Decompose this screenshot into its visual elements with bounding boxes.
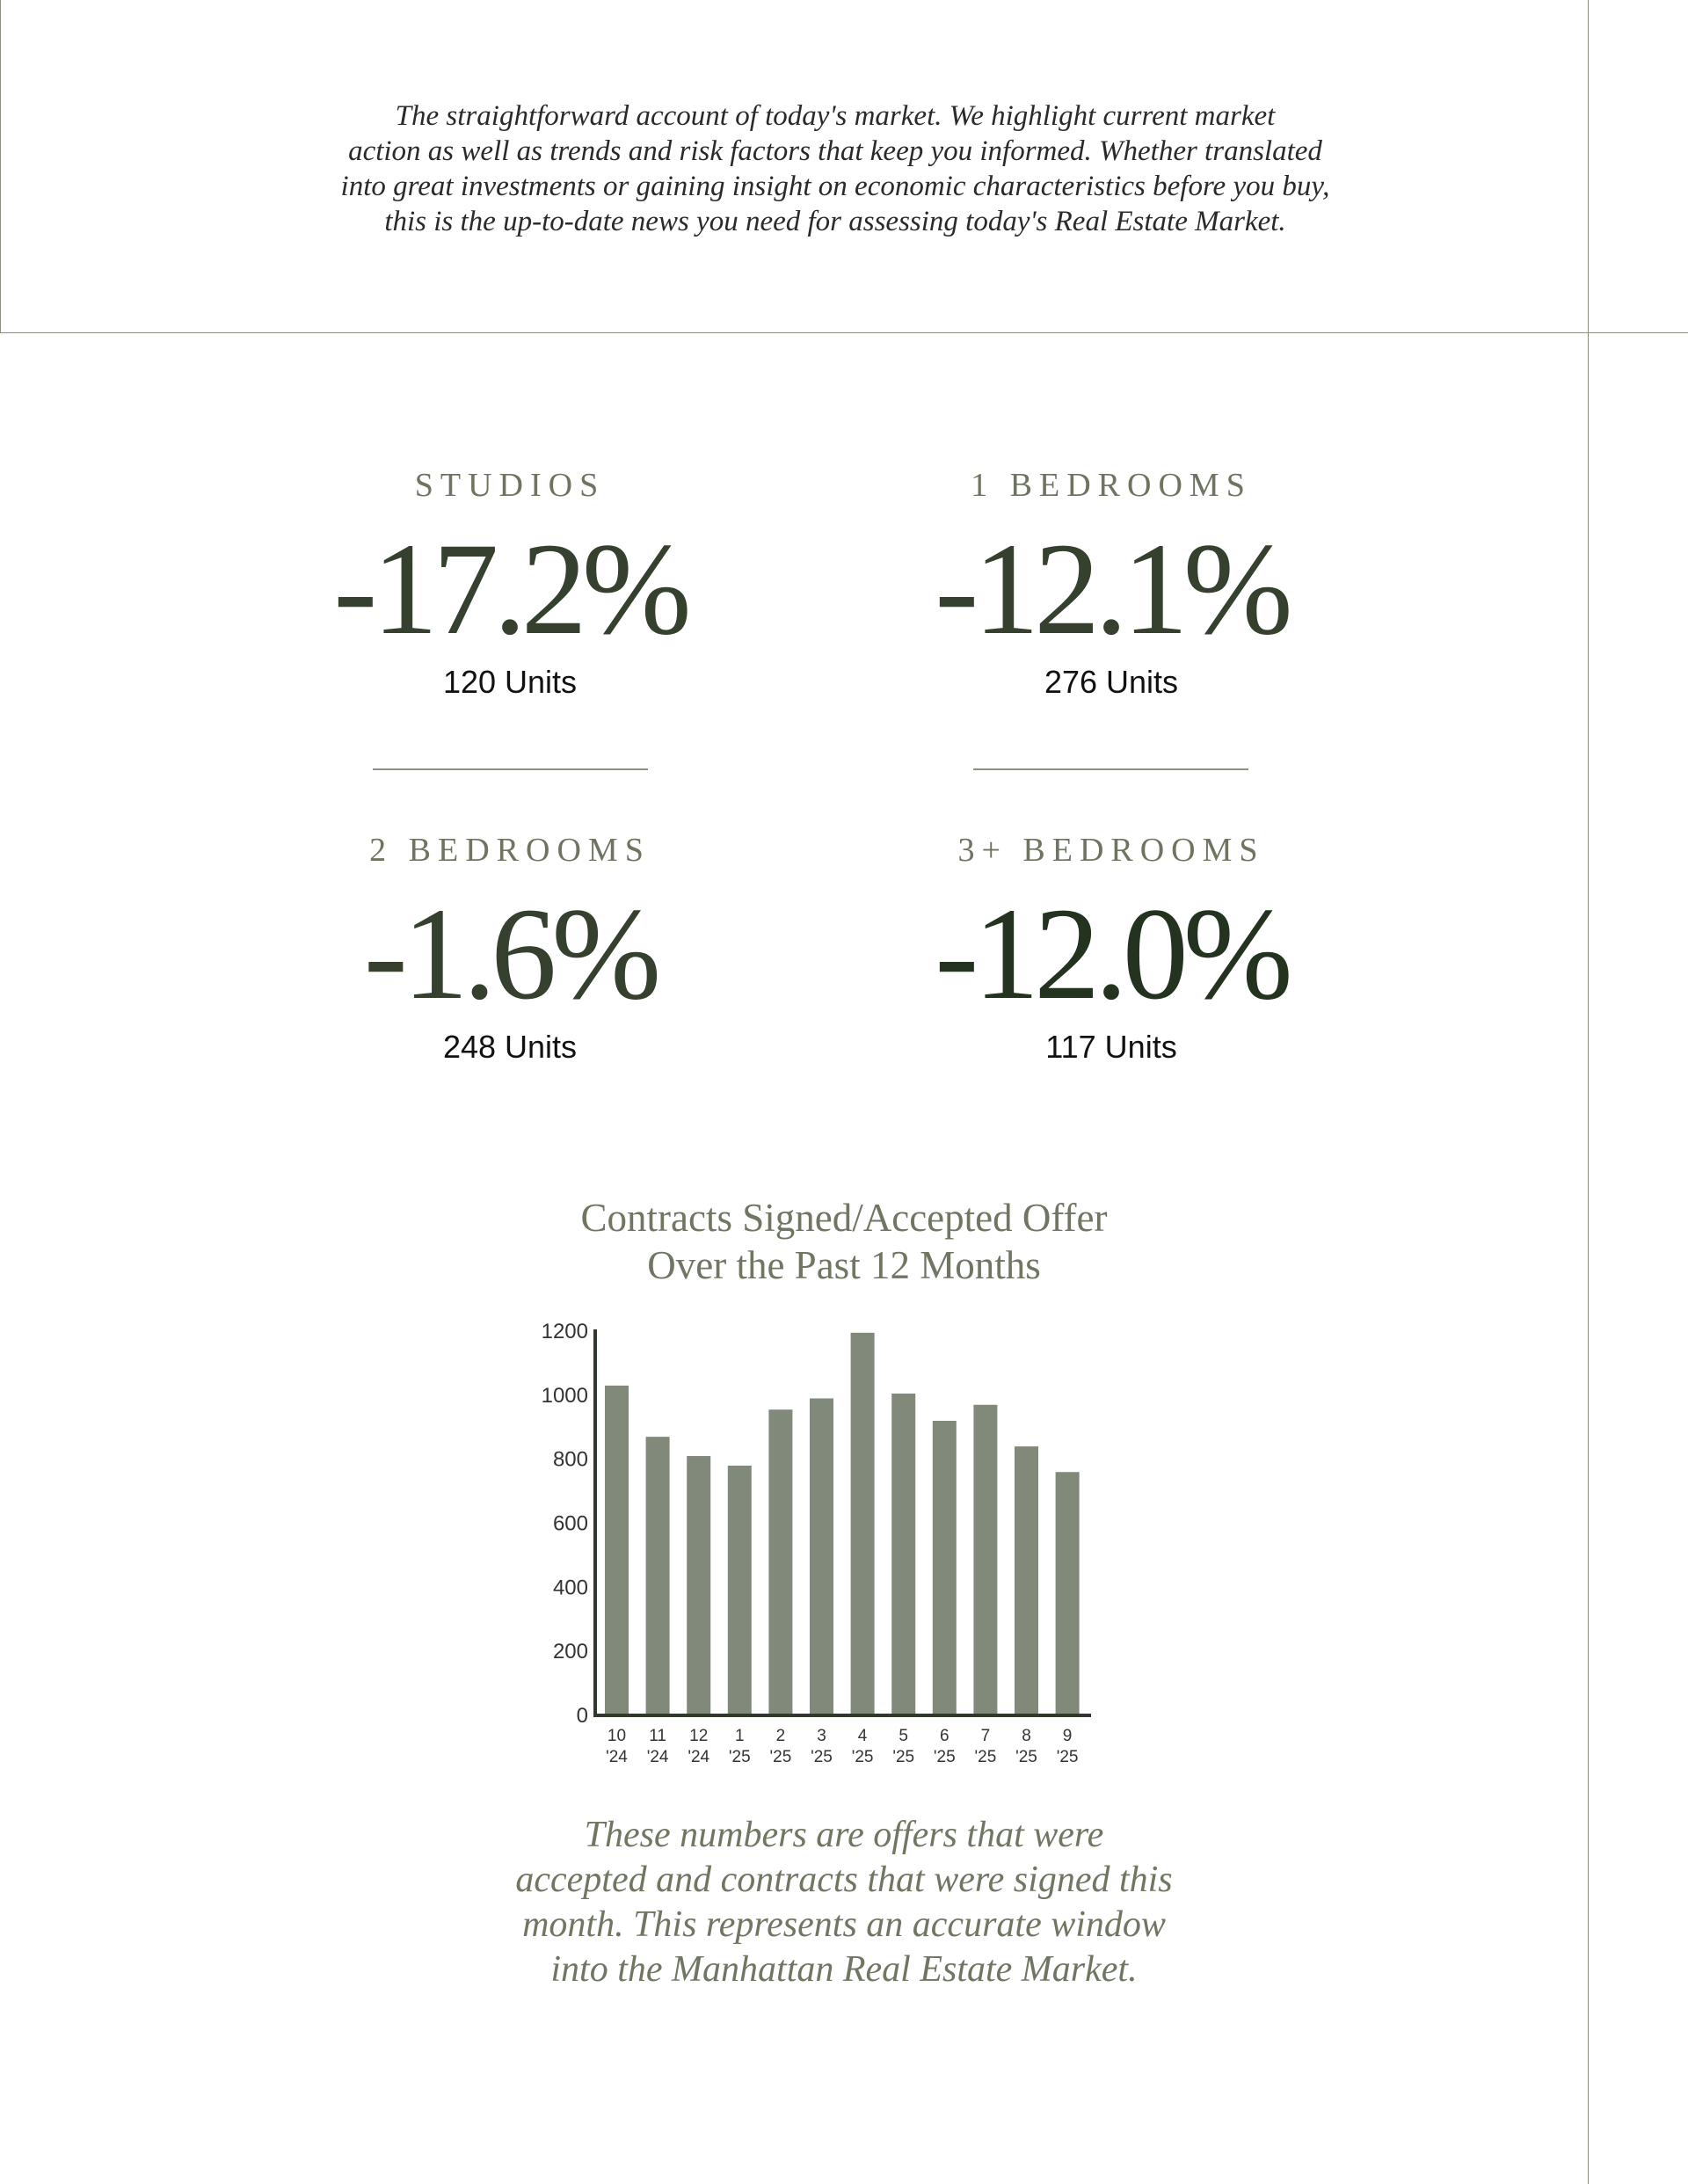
chart-note (404, 1813, 1284, 1992)
intro-paragraph (264, 98, 1407, 239)
note-line: accepted and contracts that were signed this (515, 1860, 1173, 1900)
x-tick-label: '25 (933, 1748, 956, 1766)
note-line: These numbers are offers that were (584, 1815, 1104, 1855)
bar (605, 1386, 629, 1715)
note-line: month. This represents an accurate window (522, 1904, 1166, 1945)
x-tick-label: '25 (1056, 1748, 1079, 1766)
x-tick-label: '25 (851, 1748, 874, 1766)
x-tick-label: '25 (728, 1748, 751, 1766)
x-tick-label: '24 (646, 1748, 669, 1766)
bar (728, 1466, 752, 1715)
bar (851, 1333, 875, 1715)
left-border-line (0, 0, 1, 332)
x-tick-label: 12 (689, 1727, 709, 1745)
bar (687, 1456, 710, 1715)
bar (1056, 1472, 1080, 1715)
y-tick-label: 1200 (541, 1320, 588, 1343)
x-tick-label: 4 (857, 1727, 868, 1745)
y-tick-label: 200 (552, 1640, 588, 1664)
x-tick-label: '25 (974, 1748, 997, 1766)
stat-category-label: STUDIOS (414, 467, 606, 504)
x-tick-label: 3 (817, 1727, 826, 1745)
bar (768, 1409, 792, 1715)
intro-line: action as well as trends and risk factors that keep you informed. Whether translated (348, 135, 1322, 167)
intro-line: into great investments or gaining insight on economic characteristics before you buy, (340, 171, 1330, 202)
stat-two-bedroom (281, 828, 738, 1066)
intro-line: this is the up-to-date news you need for assessing today's Real Estate Market. (384, 206, 1286, 237)
chart-title (404, 1194, 1284, 1289)
stat-percent-change: -12.1% (935, 516, 1288, 662)
x-tick-label: '24 (688, 1748, 710, 1766)
x-tick-label: 11 (649, 1727, 666, 1745)
intro-line: The straightforward account of today's market. We highlight current market (395, 100, 1276, 132)
stat-three-plus-bedroom (883, 828, 1340, 1066)
stat-divider (973, 768, 1248, 770)
y-tick-label: 0 (576, 1704, 588, 1728)
x-tick-label: 8 (1022, 1727, 1031, 1745)
stat-category-label: 3+ BEDROOMS (957, 832, 1265, 869)
x-tick-label: '25 (892, 1748, 915, 1766)
x-tick-label: 9 (1062, 1727, 1073, 1745)
stat-percent-change: -17.2% (333, 516, 687, 662)
y-tick-label: 1000 (541, 1383, 588, 1408)
stat-one-bedroom (883, 463, 1340, 701)
chart-title-line: Contracts Signed/Accepted Offer (580, 1196, 1108, 1240)
x-tick-label: '25 (1015, 1748, 1037, 1766)
x-tick-label: 7 (980, 1727, 991, 1745)
stat-units: 276 Units (1044, 664, 1179, 700)
stat-category-label: 1 BEDROOMS (971, 467, 1252, 504)
bar (973, 1405, 997, 1715)
x-tick-label: '24 (606, 1748, 628, 1766)
x-tick-label: 1 (735, 1727, 745, 1745)
bar (1015, 1446, 1038, 1715)
x-tick-label: 10 (607, 1727, 627, 1745)
x-tick-label: 2 (775, 1727, 786, 1745)
stat-units: 120 Units (442, 664, 578, 700)
contracts-bar-chart (492, 1310, 1125, 1776)
bar (933, 1421, 957, 1715)
y-tick-label: 600 (552, 1511, 588, 1536)
x-tick-label: '25 (811, 1748, 833, 1766)
right-border-line (1588, 0, 1589, 2184)
section-divider-line (0, 332, 1688, 333)
stat-studios (281, 463, 738, 701)
stat-percent-change: -12.0% (935, 881, 1288, 1027)
stat-units: 117 Units (1045, 1029, 1177, 1065)
y-tick-label: 800 (552, 1447, 588, 1472)
stat-percent-change: -1.6% (363, 881, 657, 1027)
stat-category-label: 2 BEDROOMS (369, 832, 651, 869)
x-tick-label: 5 (899, 1727, 908, 1745)
stat-divider (373, 768, 648, 770)
y-tick-label: 400 (552, 1576, 588, 1600)
note-line: into the Manhattan Real Estate Market. (550, 1949, 1138, 1990)
chart-title-line: Over the Past 12 Months (647, 1243, 1041, 1287)
stat-units: 248 Units (442, 1029, 578, 1065)
bar (891, 1394, 915, 1715)
x-tick-label: 6 (940, 1727, 950, 1745)
bar (646, 1437, 670, 1715)
bar (810, 1398, 833, 1715)
x-tick-label: '25 (769, 1748, 792, 1766)
